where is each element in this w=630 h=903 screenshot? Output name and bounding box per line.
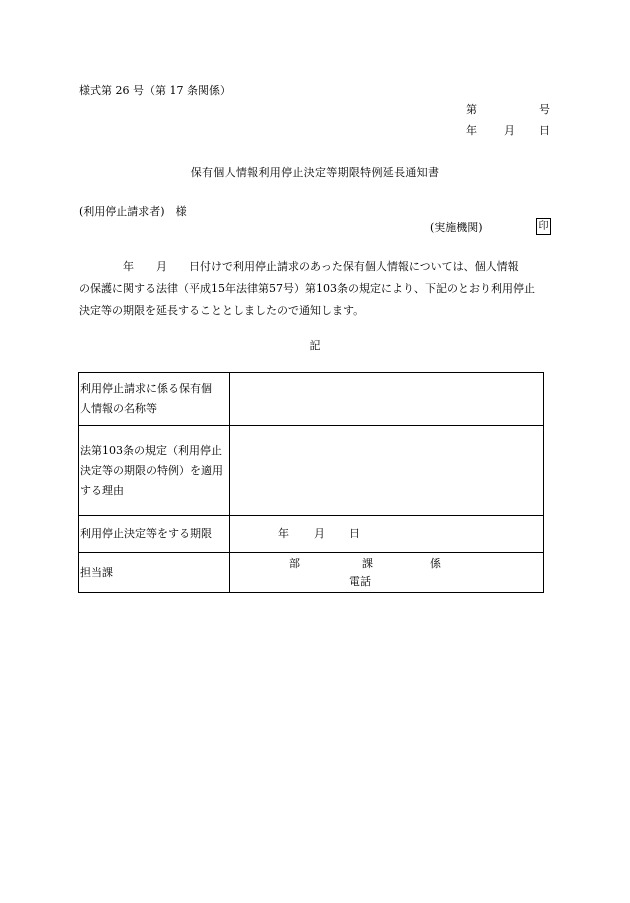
row-label-deadline: 利用停止決定等をする期限 (79, 516, 230, 553)
ki-heading: 記 (309, 339, 321, 352)
body-line: 決定等の期限を延長することとしましたので通知します。 (79, 304, 365, 317)
table-row (79, 553, 544, 593)
body-line: 年 月 日付けで利用停止請求のあった保有個人情報については、個人情報 (79, 260, 519, 273)
date-day: 日 (539, 124, 550, 137)
table-row (79, 373, 544, 426)
department-kakari: 係 (430, 556, 441, 570)
row-value-department[interactable] (230, 553, 544, 593)
row-label-department: 担当課 (79, 553, 230, 593)
document-title: 保有個人情報利用停止決定等期限特例延長通知書 (190, 166, 440, 179)
deadline-day: 日 (349, 527, 360, 540)
department-tel: 電話 (349, 574, 371, 588)
seal-stamp: 印 (536, 218, 551, 235)
recipient: (利用停止請求者) 様 (79, 205, 187, 218)
table-row (79, 426, 544, 516)
row-value-deadline[interactable] (230, 516, 544, 553)
date-month: 月 (504, 124, 515, 137)
form-number: 様式第 26 号（第 17 条関係） (79, 84, 231, 97)
deadline-year: 年 (278, 527, 289, 540)
number-suffix: 号 (539, 103, 550, 116)
info-table (78, 372, 544, 593)
body-text (79, 256, 553, 322)
row-label-target-info: 利用停止請求に係る保有個 人情報の名称等 (79, 373, 230, 426)
row-label-reason: 法第103条の規定（利用停止 決定等の期限の特例）を適用 する理由 (79, 426, 230, 516)
deadline-month: 月 (314, 527, 325, 540)
body-line: の保護に関する法律（平成15年法律第57号）第103条の規定により、下記のとおり利用停止 (79, 282, 535, 295)
department-ka: 課 (362, 556, 373, 570)
table-row (79, 516, 544, 553)
row-value-target-info[interactable] (230, 373, 544, 426)
date-year: 年 (466, 124, 477, 137)
department-bu: 部 (289, 556, 300, 570)
row-value-reason[interactable] (230, 426, 544, 516)
issuer: (実施機関) (430, 221, 483, 234)
number-prefix: 第 (466, 103, 477, 116)
